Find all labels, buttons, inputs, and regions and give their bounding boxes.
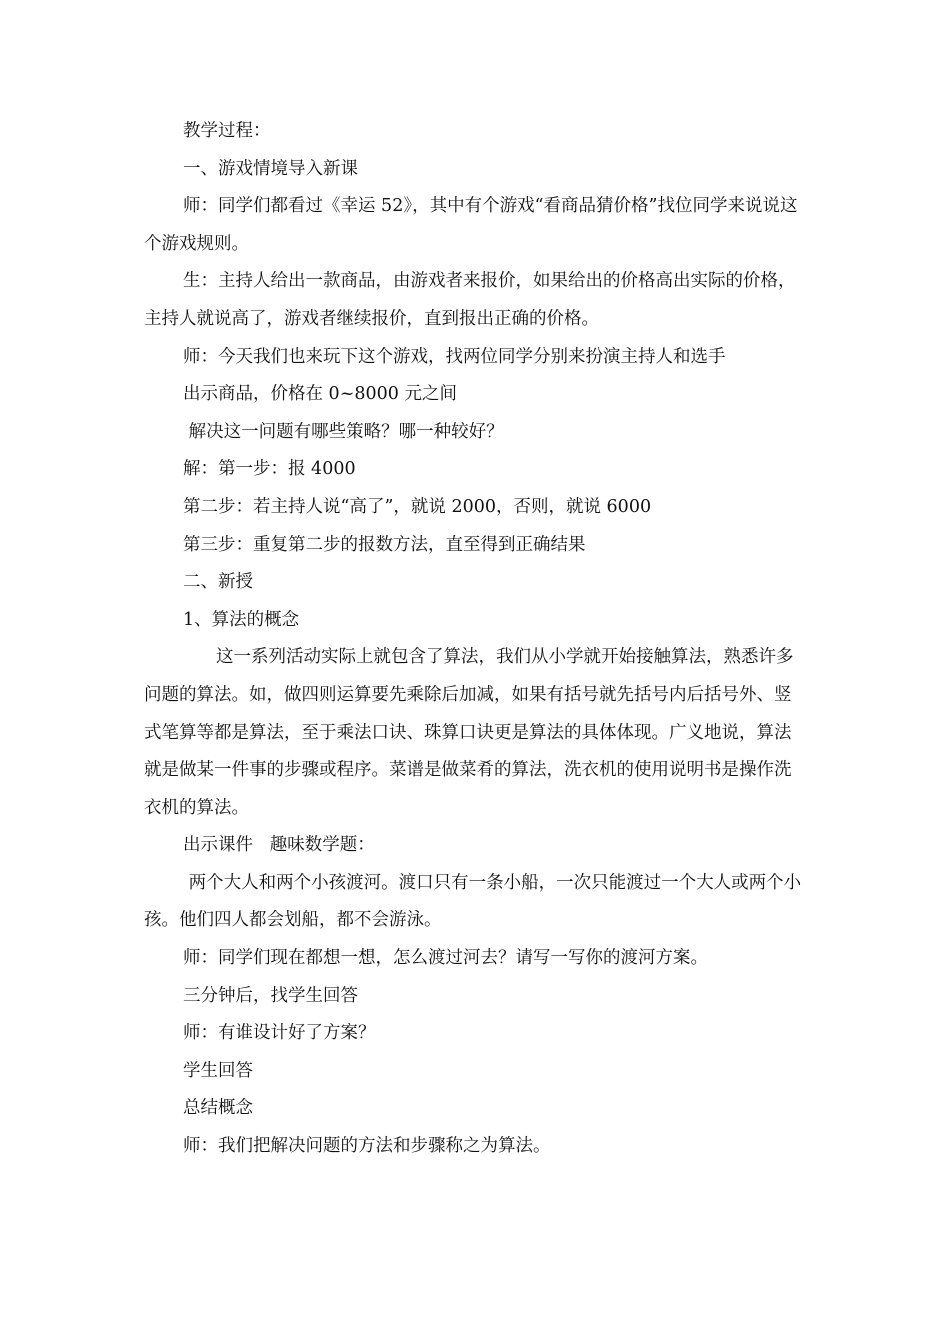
paragraph-step-three: 第三步：重复第二步的报数方法，直至得到正确结果 <box>183 534 586 555</box>
paragraph-student-rules: 生：主持人给出一款商品，由游戏者来报价，如果给出的价格高出实际的价格，主持人就说高了，游戏者继续报价，直到报出正确的价格。 <box>144 271 796 329</box>
paragraph-three-minutes: 三分钟后，找学生回答 <box>183 985 358 1006</box>
paragraph-step-two: 第二步：若主持人说“高了”，就说 2000，否则，就说 6000 <box>183 496 652 517</box>
section-heading-new-lesson: 二、新授 <box>183 572 253 593</box>
paragraph-teacher-intro: 师：同学们都看过《幸运 52》，其中有个游戏“看商品猜价格”找位同学来说说这个游戏规则。 <box>144 196 798 254</box>
paragraph-river-puzzle: 两个大人和两个小孩渡河。渡口只有一条小船，一次只能渡过一个大人或两个小孩。他们四人都会划船，都不会游泳。 <box>144 872 802 931</box>
paragraph-show-courseware: 出示课件 趣味数学题： <box>183 835 375 856</box>
paragraph-teacher-ask: 师：有谁设计好了方案？ <box>183 1023 376 1044</box>
paragraph-teacher-think: 师：同学们现在都想一想，怎么渡过河去？请写一写你的渡河方案。 <box>183 948 708 969</box>
paragraph-summary-label: 总结概念 <box>183 1098 253 1119</box>
paragraph-algorithm-explanation: 这一系列活动实际上就包含了算法，我们从小学就开始接触算法，熟悉许多问题的算法。如，做四则运算要先乘除后加减，如果有括号就先括号内后括号外、竖式笔算等都是算法，至于乘法口诀、珠算口诀更是算法的具体体现。广义地说，算法就是做某一件事的步骤或程序。菜谱是做菜肴的算法，洗衣机的使用说明书是操作洗衣机的算法。 <box>144 647 794 818</box>
document-body <box>144 113 808 1166</box>
paragraph-show-item: 出示商品，价格在 0~8000 元之间 <box>183 384 457 405</box>
section-label-teaching-process: 教学过程： <box>183 121 271 141</box>
paragraph-strategy-question: 解决这一问题有哪些策略？哪一种较好？ <box>183 421 504 442</box>
section-heading-game-intro: 一、游戏情境导入新课 <box>183 158 358 179</box>
paragraph-teacher-play: 师：今天我们也来玩下这个游戏，找两位同学分别来扮演主持人和选手 <box>183 346 726 367</box>
paragraph-student-answer: 学生回答 <box>183 1060 253 1081</box>
paragraph-algorithm-definition: 师：我们把解决问题的方法和步骤称之为算法。 <box>183 1136 551 1157</box>
paragraph-step-one: 解：第一步：报 4000 <box>183 459 356 480</box>
subsection-heading-algorithm-concept: 1、算法的概念 <box>183 609 300 630</box>
